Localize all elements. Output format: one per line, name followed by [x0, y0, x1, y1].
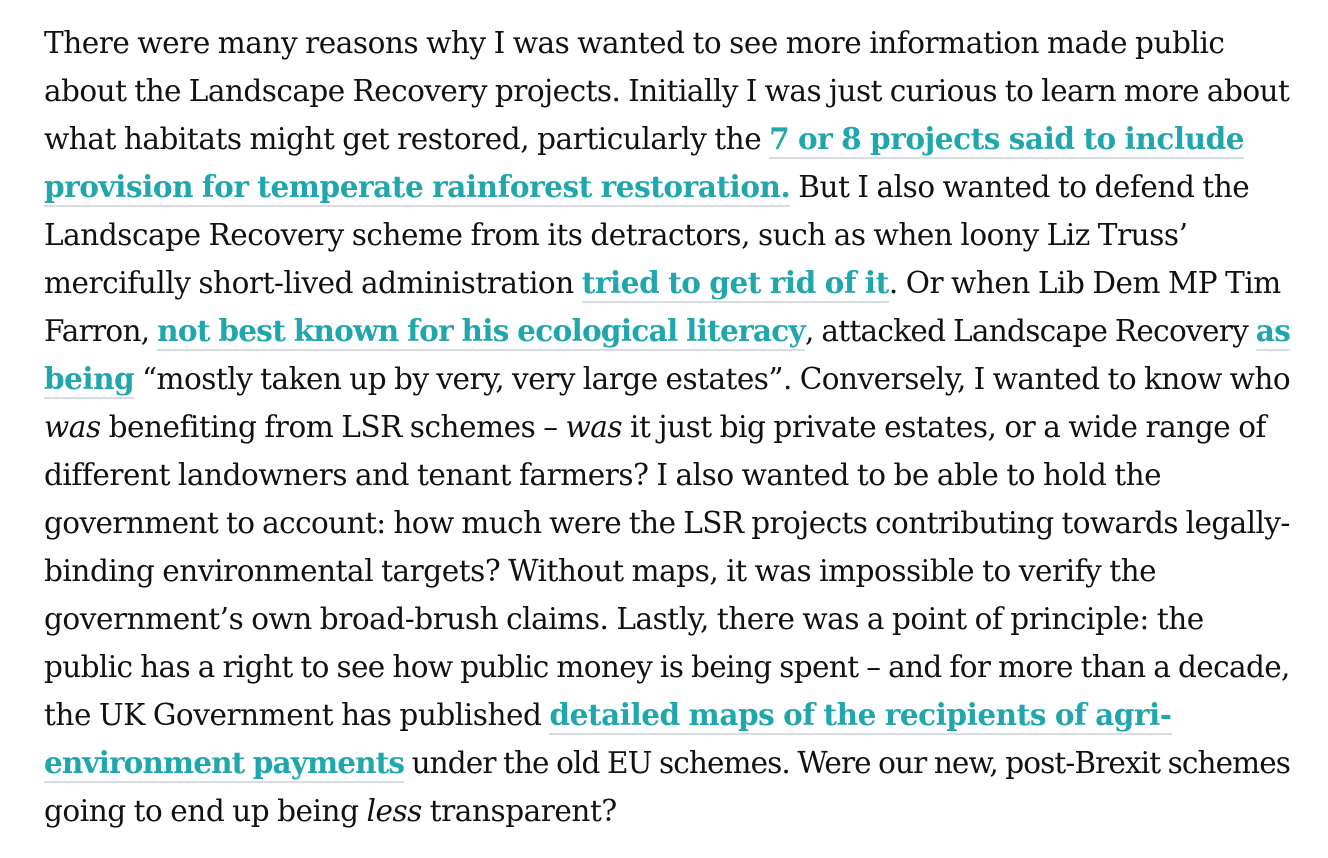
text-run: what habitats might get restored, particularly the [44, 122, 770, 156]
text-run: transparent? [421, 794, 617, 828]
text-run: government’s own broad-brush claims. Lastly, there was a point of principle: the [44, 602, 1204, 636]
paragraph [44, 19, 1294, 835]
emphasis-was: was [44, 410, 101, 444]
text-line [44, 355, 1294, 403]
link-rainforest-projects[interactable]: 7 or 8 projects said to include [769, 121, 1244, 159]
link-ecological-literacy[interactable]: not best known for his ecological literacy [157, 313, 805, 351]
text-run: Farron, [44, 314, 158, 348]
text-line [44, 499, 1294, 547]
text-run: government to account: how much were the LSR projects contributing towards legally- [44, 506, 1290, 540]
text-line [44, 307, 1294, 355]
emphasis-less: less [366, 794, 422, 828]
text-run: Landscape Recovery scheme from its detractors, such as when loony Liz Truss’ [44, 218, 1188, 252]
text-line [44, 259, 1294, 307]
article-body [44, 19, 1294, 835]
text-run: . Or when Lib Dem MP Tim [888, 266, 1281, 300]
text-line [44, 163, 1294, 211]
text-line [44, 595, 1294, 643]
text-run: binding environmental targets? Without maps, it was impossible to verify the [44, 554, 1157, 588]
text-line [44, 403, 1294, 451]
link-as-being[interactable]: as [1256, 313, 1290, 351]
text-run: the UK Government has published [44, 698, 550, 732]
text-run: under the old EU schemes. Were our new, post-Brexit schemes [404, 746, 1291, 780]
text-line [44, 67, 1294, 115]
text-run: public has a right to see how public money is being spent – and for more than a decade, [44, 650, 1290, 684]
text-line [44, 787, 1294, 835]
text-run: “mostly taken up by very, very large estates”. Conversely, I wanted to know who [134, 362, 1291, 396]
link-agri-environment-maps[interactable]: environment payments [44, 745, 404, 783]
link-rainforest-projects[interactable]: provision for temperate rainforest restoration. [44, 169, 790, 207]
text-run: , attacked Landscape Recovery [804, 314, 1256, 348]
link-as-being[interactable]: being [44, 361, 134, 399]
link-agri-environment-maps[interactable]: detailed maps of the recipients of agri- [549, 697, 1171, 735]
text-run: There were many reasons why I was wanted to see more information made public [44, 26, 1225, 60]
text-line [44, 691, 1294, 739]
text-line [44, 643, 1294, 691]
text-line [44, 451, 1294, 499]
text-line [44, 211, 1294, 259]
text-line [44, 547, 1294, 595]
text-run: going to end up being [44, 794, 367, 828]
link-tried-to-get-rid[interactable]: tried to get rid of it [582, 265, 889, 303]
text-run: mercifully short-lived administration [44, 266, 582, 300]
text-line [44, 739, 1294, 787]
text-run: benefiting from LSR schemes – [100, 410, 566, 444]
text-run: about the Landscape Recovery projects. Initially I was just curious to learn more about [44, 74, 1290, 108]
text-run: it just big private estates, or a wide range of [622, 410, 1266, 444]
text-line [44, 115, 1294, 163]
text-run: But I also wanted to defend the [790, 170, 1250, 204]
text-run: different landowners and tenant farmers? I also wanted to be able to hold the [44, 458, 1162, 492]
text-line [44, 19, 1294, 67]
emphasis-was: was [565, 410, 623, 444]
